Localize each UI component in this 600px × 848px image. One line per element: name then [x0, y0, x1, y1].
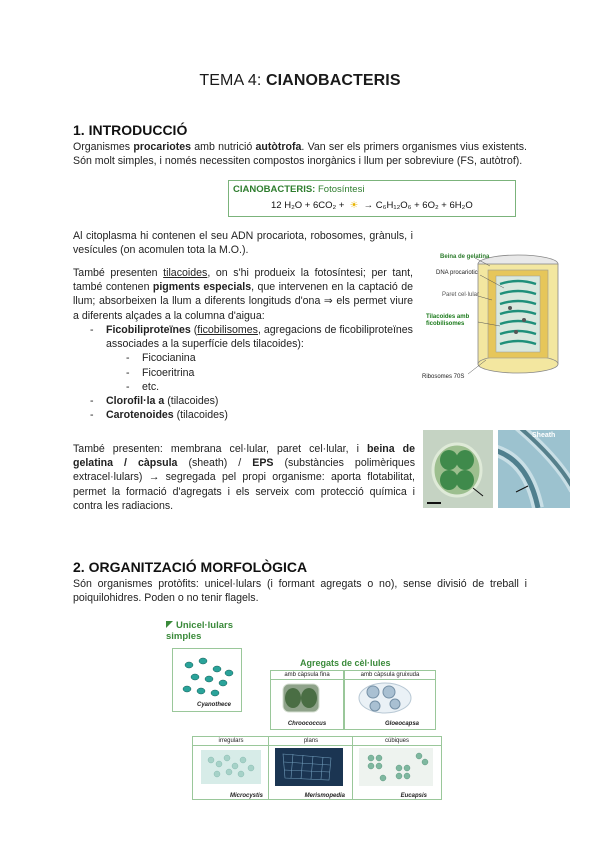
chroococcus-image: [271, 680, 343, 716]
cell-gloeocapsa: [344, 670, 436, 730]
cell-microcystis: [192, 736, 270, 800]
morphology-figure: [164, 618, 446, 804]
species-chroococcus: Chroococcus: [287, 721, 327, 727]
green-triangle-icon: [166, 621, 173, 628]
list-item: - etc.: [126, 380, 413, 394]
sheath-photo: [498, 430, 570, 508]
unicel-box: [172, 648, 242, 712]
cell-merismopedia: [268, 736, 354, 800]
species-eucapsis: Eucapsis: [400, 793, 427, 799]
section-1-heading: 1. INTRODUCCIÓ: [73, 122, 188, 138]
equation-label: CIANOBACTERIS:: [233, 184, 316, 195]
list-item: - Ficocianina: [126, 351, 413, 365]
label-ribosomes: Ribosomes 70S: [422, 374, 465, 380]
cell-header: amb càpsula fina: [271, 671, 343, 680]
label-dna: DNA procariotic: [436, 270, 478, 276]
equation-reactants: 12 H₂O + 6CO₂ +: [271, 200, 345, 211]
micrograph-chroococcus: [423, 430, 493, 508]
list-item: - Ficobiliproteïnes (ficobilisomes, agregacions de ficobiliproteïnes associades a la superfície dels tilacoides): - Ficocianina - Ficoeritrina - etc.: [90, 323, 413, 394]
cytoplasm-paragraph: Al citoplasma hi contenen el seu ADN procariota, robosomes, grànuls, i vesícules (on acomulen tota la M.O.).: [73, 230, 413, 257]
list-item: - Carotenoides (tilacoides): [90, 408, 413, 422]
micrograph-sheath: [498, 430, 570, 508]
page-title: TEMA 4: CIANOBACTERIS: [199, 72, 401, 89]
cell-header: cúbiques: [353, 737, 441, 746]
intro-paragraph: Organismes procariotes amb nutrició autòtrofa. Van ser els primers organismes vius existents. Són molt simples, i només necessiten compostos inorgànics i llum per sobreviure (FS, autòtrof).: [73, 141, 527, 168]
label-beina: Beina de gelatina: [440, 254, 490, 260]
morphology-paragraph: Són organismes protòfits: unicel·lulars (i formant agregats o no), sense divisió de treball i poiquilohidres. Poden o no tenir flagels.: [73, 578, 527, 605]
merismopedia-image: [269, 746, 353, 788]
list-item: - Clorofil·la a (tilacoides): [90, 394, 413, 408]
cyanobacteria-cell-diagram: [420, 248, 570, 383]
sun-icon: ☀: [349, 200, 359, 211]
microcystis-image: [193, 746, 269, 788]
sheath-paragraph: També presenten: membrana cel·lular, paret cel·lular, i beina de gelatina / càpsula (sheath) / EPS (substàncies polimèriques extracel·lulars) → segregada pel propi organisme: aporta flotabilitat, permet la formació d'agregats i els serveix com protecció química i contra les radiacions.: [73, 443, 415, 512]
species-gloeocapsa: Gloeocapsa: [384, 721, 419, 727]
cell-header: irregulars: [193, 737, 269, 746]
photosynthesis-equation-box: CIANOBACTERIS: Fotosíntesi 12 H₂O + 6CO₂ + ☀ → C₆H₁₂O₆ + 6O₂ + 6H₂O: [228, 180, 516, 217]
cell-header: plans: [269, 737, 353, 746]
equation-products: → C₆H₁₂O₆ + 6O₂ + 6H₂O: [363, 200, 473, 211]
agregats-title: Agregats de cèl·lules: [300, 658, 391, 668]
cell-eucapsis: [352, 736, 442, 800]
eucapsis-image: [353, 746, 441, 788]
sheath-label: Sheath: [532, 432, 556, 439]
list-item: - Ficoeritrina: [126, 366, 413, 380]
species-merismopedia: Merismopedia: [304, 793, 345, 799]
label-paret: Paret cel·lular: [442, 292, 480, 298]
species-microcystis: Microcystis: [229, 793, 263, 799]
pigments-list: [90, 323, 413, 422]
chroococcus-photo: [423, 430, 493, 508]
cell-header: amb càpsula gruixuda: [345, 671, 435, 680]
section-2-heading: 2. ORGANITZACIÓ MORFOLÒGICA: [73, 559, 308, 575]
species-cyanothece: Cyanothece: [197, 702, 232, 708]
label-tilacoides: Tilacoides amb ficobilisomes: [426, 314, 470, 327]
gloeocapsa-image: [345, 680, 435, 716]
cell-chroococcus: [270, 670, 344, 730]
thylakoids-paragraph: També presenten tilacoides, on s'hi produeix la fotosíntesi; per tant, també contenen pigments especials, que intervenen en la captació de llum; absorbeixen la llum a diferents longituds d'ona ⇒ els permet viure a diferents alçades a la columna d'aigua:: [73, 267, 413, 322]
unicel-title: Unicel·lulars simples: [166, 620, 234, 642]
